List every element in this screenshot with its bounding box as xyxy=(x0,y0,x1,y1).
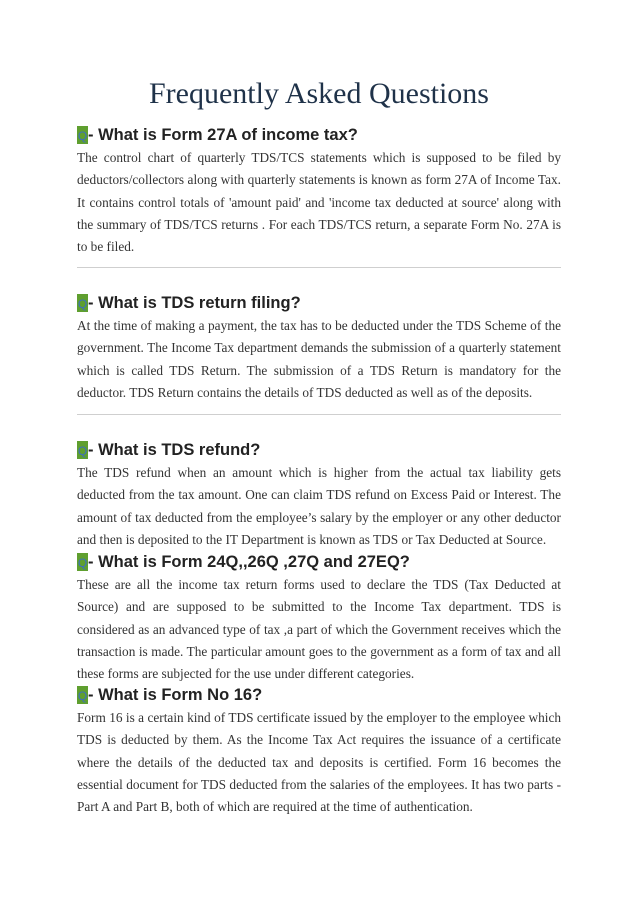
question-badge: Q xyxy=(77,441,88,459)
faq-question xyxy=(77,292,561,314)
question-badge: Q xyxy=(77,126,88,144)
faq-question xyxy=(77,124,561,146)
question-text: What is TDS return filing? xyxy=(98,294,301,312)
faq-item-form-27a xyxy=(77,124,561,258)
faq-item-tds-return xyxy=(77,292,561,404)
question-text: What is TDS refund? xyxy=(98,441,261,459)
faq-question xyxy=(77,439,561,461)
faq-answer: Form 16 is a certain kind of TDS certificate issued by the employer to the employee which TDS is deducted by them. As the Income Tax Act requires the issuance of a certificate where the details of the deducted tax and deposits is certified. Form 16 becomes the essential document for TDS deducted from the salaries of the employees. It has two parts - Part A and Part B, both of which are required at the time of authentication. xyxy=(77,710,561,815)
faq-item-tds-refund xyxy=(77,439,561,551)
faq-item-form-24q xyxy=(77,551,561,685)
question-dash: - xyxy=(88,294,99,312)
page-title: Frequently Asked Questions xyxy=(149,77,489,110)
question-text: What is Form No 16? xyxy=(98,686,263,704)
question-badge: Q xyxy=(77,686,88,704)
question-badge: Q xyxy=(77,294,88,312)
faq-answer: At the time of making a payment, the tax has to be deducted under the TDS Scheme of the government. The Income Tax department demands the submission of a quarterly statement which is called TDS Return. The submission of a TDS Return is mandatory for the deductor. TDS Return contains the details of TDS deducted as well as of the deposits. xyxy=(77,318,561,400)
question-text: What is Form 27A of income tax? xyxy=(98,126,358,144)
question-dash: - xyxy=(88,553,99,571)
section-divider xyxy=(77,414,561,415)
faq-answer: The TDS refund when an amount which is higher from the actual tax liability gets deducted from the tax amount. One can claim TDS refund on Excess Paid or Interest. The amount of tax deducted from the employee’s salary by the employer or any other deductor and then is deposited to the IT Department is known as TDS or Tax Deducted at Source. xyxy=(77,465,561,547)
faq-question xyxy=(77,551,561,573)
section-divider xyxy=(77,267,561,268)
question-dash: - xyxy=(88,686,99,704)
faq-question xyxy=(77,684,561,706)
question-text: What is Form 24Q,,26Q ,27Q and 27EQ? xyxy=(98,553,410,571)
question-dash: - xyxy=(88,441,99,459)
question-dash: - xyxy=(88,126,99,144)
faq-answer: These are all the income tax return forms used to declare the TDS (Tax Deducted at Source) and are supposed to be submitted to the Income Tax department. TDS is considered as an advanced type of tax ,a part of which the Government receives which the transaction is made. The particular amount goes to the government as a form of tax and all these forms are subjected for the use under different categories. xyxy=(77,577,561,682)
faq-answer: The control chart of quarterly TDS/TCS statements which is supposed to be filed by deductors/collectors along with quarterly statements is known as form 27A of Income Tax. It contains control totals of 'amount paid' and 'income tax deducted at source' along with the summary of TDS/TCS returns . For each TDS/TCS return, a separate Form No. 27A is to be filed. xyxy=(77,150,561,255)
faq-item-form-16 xyxy=(77,684,561,818)
question-badge: Q xyxy=(77,553,88,571)
